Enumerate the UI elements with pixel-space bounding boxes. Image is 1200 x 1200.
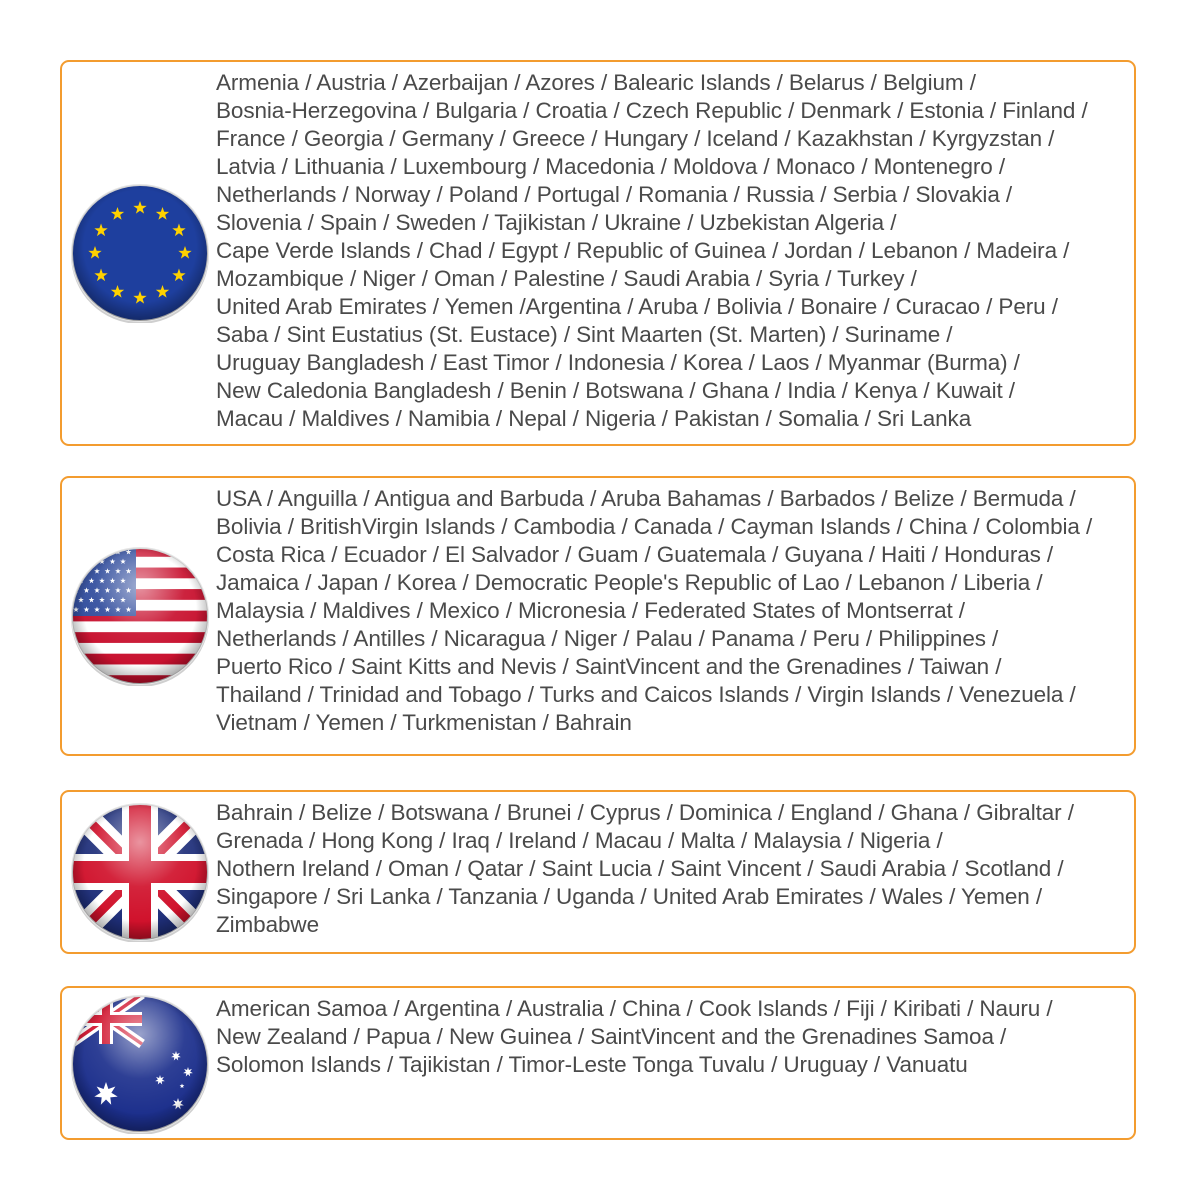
country-line: Bosnia-Herzegovina / Bulgaria / Croatia / Czech Republic / Denmark / Estonia / Finland /: [216, 98, 1088, 123]
us-countries-text: [216, 485, 1134, 737]
country-line: Malaysia / Maldives / Mexico / Micronesia / Federated States of Montserrat /: [216, 598, 965, 623]
country-line: Mozambique / Niger / Oman / Palestine / Saudi Arabia / Syria / Turkey /: [216, 266, 917, 291]
region-card-eu: [60, 60, 1136, 446]
eu-flag-icon: [70, 183, 210, 323]
country-line: Grenada / Hong Kong / Iraq / Ireland / Macau / Malta / Malaysia / Nigeria /: [216, 828, 943, 853]
star-icon: [84, 549, 90, 554]
country-line: Bahrain / Belize / Botswana / Brunei / Cyprus / Dominica / England / Ghana / Gibraltar /: [216, 800, 1074, 825]
country-line: Singapore / Sri Lanka / Tanzania / Uganda / United Arab Emirates / Wales / Yemen /: [216, 884, 1043, 909]
country-line: Puerto Rico / Saint Kitts and Nevis / SaintVincent and the Grenadines / Taiwan /: [216, 654, 1002, 679]
country-line: Netherlands / Antilles / Nicaragua / Niger / Palau / Panama / Peru / Philippines /: [216, 626, 999, 651]
region-card-au: [60, 986, 1136, 1140]
country-line: Uruguay Bangladesh / East Timor / Indonesia / Korea / Laos / Myanmar (Burma) /: [216, 350, 1020, 375]
country-line: Thailand / Trinidad and Tobago / Turks and Caicos Islands / Virgin Islands / Venezuela /: [216, 682, 1076, 707]
country-line: Slovenia / Spain / Sweden / Tajikistan / Ukraine / Uzbekistan Algeria /: [216, 210, 897, 235]
country-line: Cape Verde Islands / Chad / Egypt / Republic of Guinea / Jordan / Lebanon / Madeira /: [216, 238, 1070, 263]
country-line: Jamaica / Japan / Korea / Democratic People's Republic of Lao / Lebanon / Liberia /: [216, 570, 1043, 595]
star-icon: [73, 549, 79, 554]
country-line: USA / Anguilla / Antigua and Barbuda / Aruba Bahamas / Barbados / Belize / Bermuda /: [216, 486, 1076, 511]
country-line: Armenia / Austria / Azerbaijan / Azores / Balearic Islands / Belarus / Belgium /: [216, 70, 976, 95]
country-line: Costa Rica / Ecuador / El Salvador / Guam / Guatemala / Guyana / Haiti / Honduras /: [216, 542, 1054, 567]
country-line: United Arab Emirates / Yemen /Argentina / Aruba / Bolivia / Bonaire / Curacao / Peru /: [216, 294, 1058, 319]
country-line: France / Georgia / Germany / Greece / Hungary / Iceland / Kazakhstan / Kyrgyzstan /: [216, 126, 1055, 151]
star-icon: [105, 549, 111, 554]
country-line: American Samoa / Argentina / Australia / China / Cook Islands / Fiji / Kiribati / Nauru /: [216, 996, 1053, 1021]
uk-countries-text: [216, 799, 1134, 939]
country-line: Solomon Islands / Tajikistan / Timor-Leste Tonga Tuvalu / Uruguay / Vanuatu: [216, 1052, 968, 1077]
country-line: New Zealand / Papua / New Guinea / SaintVincent and the Grenadines Samoa /: [216, 1024, 1007, 1049]
star-icon: [89, 559, 95, 564]
country-line: Nothern Ireland / Oman / Qatar / Saint Lucia / Saint Vincent / Saudi Arabia / Scotland /: [216, 856, 1064, 881]
country-line: Latvia / Lithuania / Luxembourg / Macedonia / Moldova / Monaco / Montenegro /: [216, 154, 1006, 179]
country-line: Vietnam / Yemen / Turkmenistan / Bahrain: [216, 710, 632, 735]
eu-countries-text: [216, 69, 1134, 433]
country-line: Macau / Maldives / Namibia / Nepal / Nigeria / Pakistan / Somalia / Sri Lanka: [216, 406, 972, 431]
country-line: Netherlands / Norway / Poland / Portugal / Romania / Russia / Serbia / Slovakia /: [216, 182, 1013, 207]
region-card-us: [60, 476, 1136, 756]
au-countries-text: [216, 995, 1134, 1079]
star-icon: [73, 568, 79, 573]
star-icon: [94, 549, 100, 554]
uk-flag-icon: [70, 802, 210, 942]
country-line: Bolivia / BritishVirgin Islands / Cambodia / Canada / Cayman Islands / China / Colombia /: [216, 514, 1093, 539]
region-card-uk: [60, 790, 1136, 954]
country-line: Saba / Sint Eustatius (St. Eustace) / Sint Maarten (St. Marten) / Suriname /: [216, 322, 953, 347]
country-line: New Caledonia Bangladesh / Benin / Botswana / Ghana / India / Kenya / Kuwait /: [216, 378, 1015, 403]
us-flag-icon: [70, 546, 210, 686]
au-flag-icon: [70, 994, 210, 1134]
star-icon: [78, 559, 84, 564]
country-line: Zimbabwe: [216, 912, 319, 937]
